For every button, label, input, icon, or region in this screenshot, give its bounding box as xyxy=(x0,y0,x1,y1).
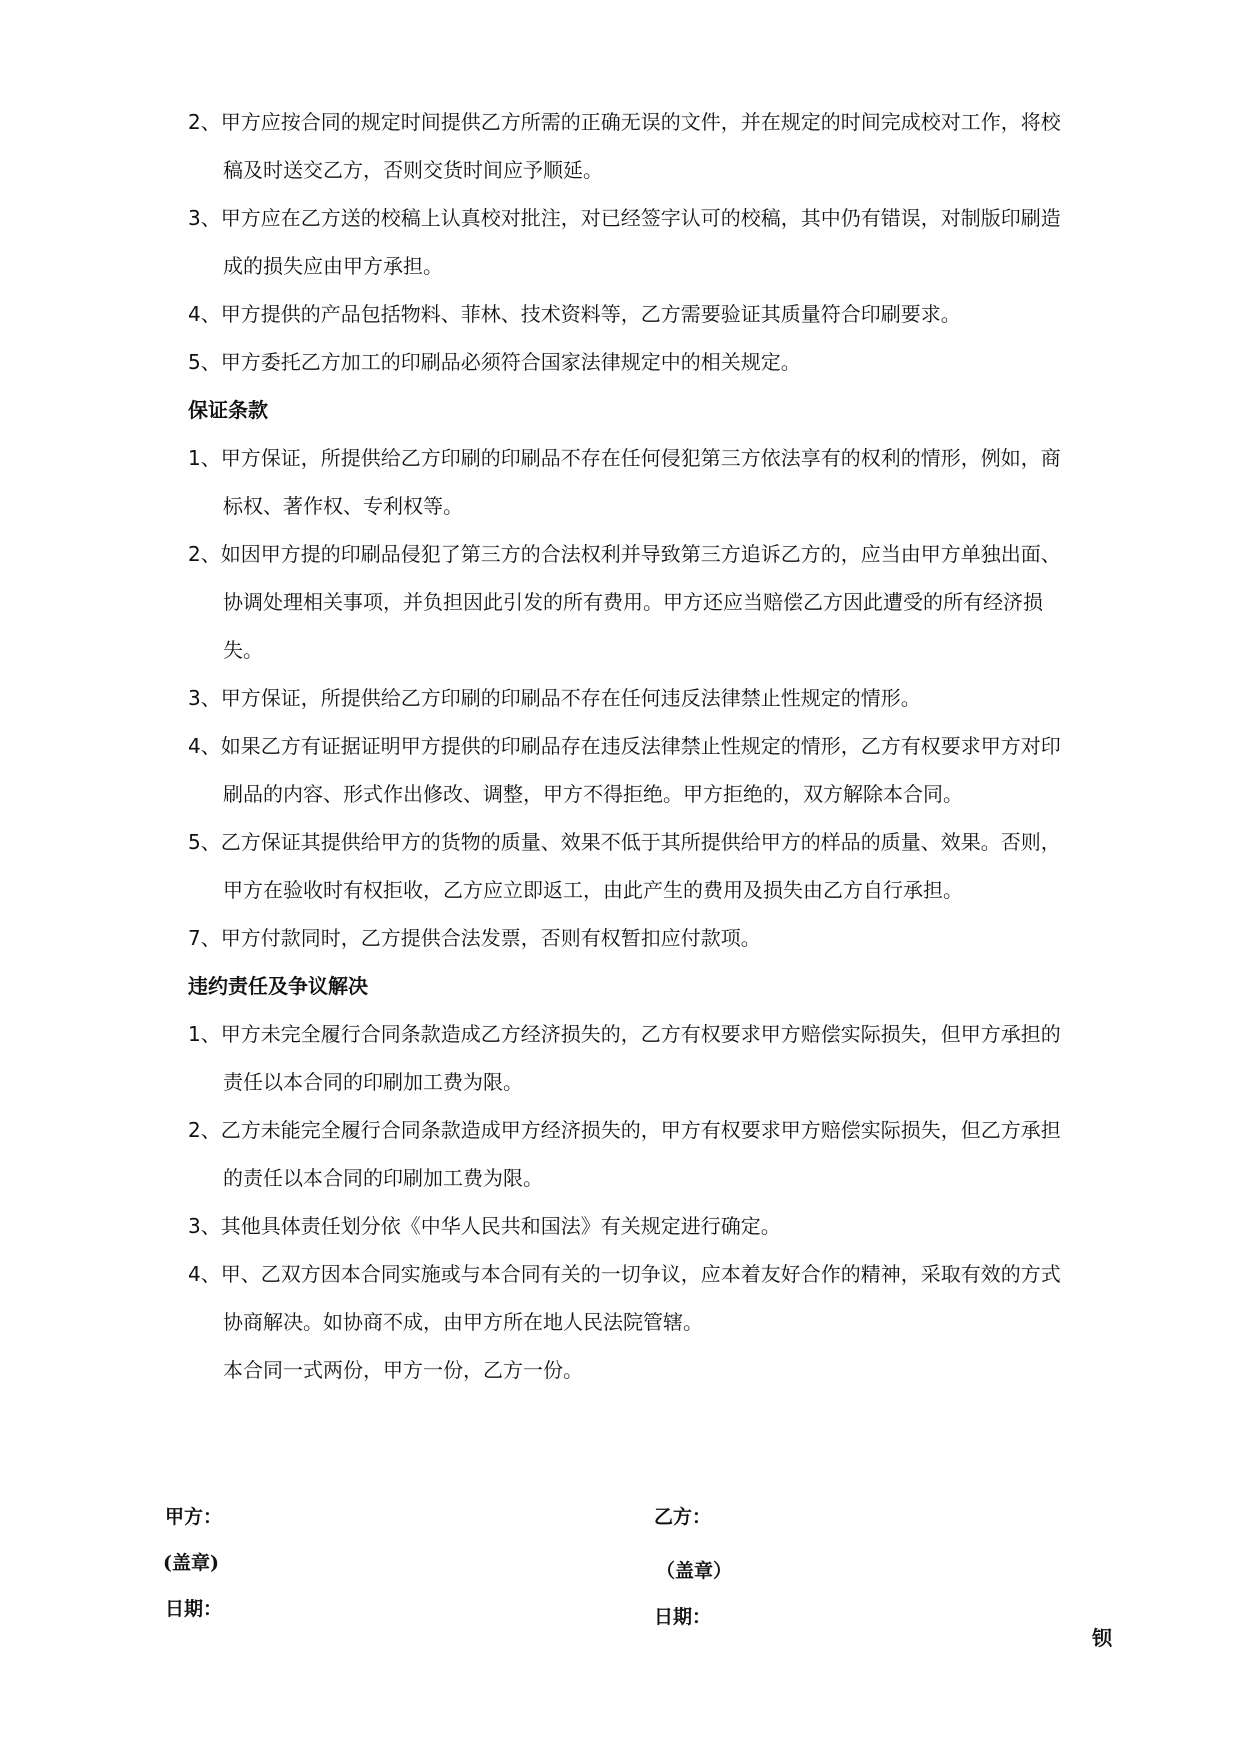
clause-item: 4、甲方提供的产品包括物料、菲林、技术资料等，乙方需要验证其质量符合印刷要求。 xyxy=(188,302,961,326)
guarantee-item: 3、甲方保证，所提供给乙方印刷的印刷品不存在任何违反法律禁止性规定的情形。 xyxy=(188,686,921,710)
party-a-label: 甲方： xyxy=(165,1506,223,1528)
guarantee-heading: 保证条款 xyxy=(188,398,268,422)
guarantee-item: 2、如因甲方提的印刷品侵犯了第三方的合法权利并导致第三方追诉乙方的，应当由甲方单独出面、协调处理相关事项，并负担因此引发的所有费用。甲方还应当赔偿乙方因此遭受的所有经济损失。 xyxy=(188,542,1061,662)
clause-item: 5、甲方委托乙方加工的印刷品必须符合国家法律规定中的相关规定。 xyxy=(188,350,801,374)
liability-item: 3、其他具体责任划分依《中华人民共和国法》有关规定进行确定。 xyxy=(188,1214,781,1238)
party-b-date: 日期： xyxy=(654,1606,712,1628)
party-b-seal: （盖章） xyxy=(656,1560,733,1582)
closing-statement: 本合同一式两份，甲方一份，乙方一份。 xyxy=(223,1358,583,1382)
liability-item: 1、甲方未完全履行合同条款造成乙方经济损失的，乙方有权要求甲方赔偿实际损失，但甲方承担的责任以本合同的印刷加工费为限。 xyxy=(188,1022,1061,1094)
clause-item: 3、甲方应在乙方送的校稿上认真校对批注，对已经签字认可的校稿，其中仍有错误，对制版印刷造成的损失应由甲方承担。 xyxy=(188,206,1061,278)
guarantee-item: 7、甲方付款同时，乙方提供合法发票，否则有权暂扣应付款项。 xyxy=(188,926,761,950)
guarantee-item: 1、甲方保证，所提供给乙方印刷的印刷品不存在任何侵犯第三方依法享有的权利的情形，例如，商标权、著作权、专利权等。 xyxy=(188,446,1061,518)
party-a-obligations xyxy=(188,98,1068,1394)
guarantee-item: 4、如果乙方有证据证明甲方提供的印刷品存在违反法律禁止性规定的情形，乙方有权要求甲方对印刷品的内容、形式作出修改、调整，甲方不得拒绝。甲方拒绝的，双方解除本合同。 xyxy=(188,734,1061,806)
party-a-seal: (盖章) xyxy=(163,1552,219,1574)
party-a-date: 日期： xyxy=(165,1598,223,1620)
liability-heading: 违约责任及争议解决 xyxy=(188,974,368,998)
guarantee-item: 5、乙方保证其提供给甲方的货物的质量、效果不低于其所提供给甲方的样品的质量、效果。否则，甲方在验收时有权拒收，乙方应立即返工，由此产生的费用及损失由乙方自行承担。 xyxy=(188,830,1061,902)
liability-item: 2、乙方未能完全履行合同条款造成甲方经济损失的，甲方有权要求甲方赔偿实际损失，但乙方承担的责任以本合同的印刷加工费为限。 xyxy=(188,1118,1061,1190)
clause-item: 2、甲方应按合同的规定时间提供乙方所需的正确无误的文件，并在规定的时间完成校对工作，将校稿及时送交乙方，否则交货时间应予顺延。 xyxy=(188,110,1061,182)
liability-item: 4、甲、乙双方因本合同实施或与本合同有关的一切争议，应本着友好合作的精神，采取有效的方式协商解决。如协商不成，由甲方所在地人民法院管辖。 xyxy=(188,1262,1061,1334)
corner-fragment: 钡 xyxy=(1092,1626,1112,1650)
party-b-label: 乙方： xyxy=(654,1506,712,1528)
